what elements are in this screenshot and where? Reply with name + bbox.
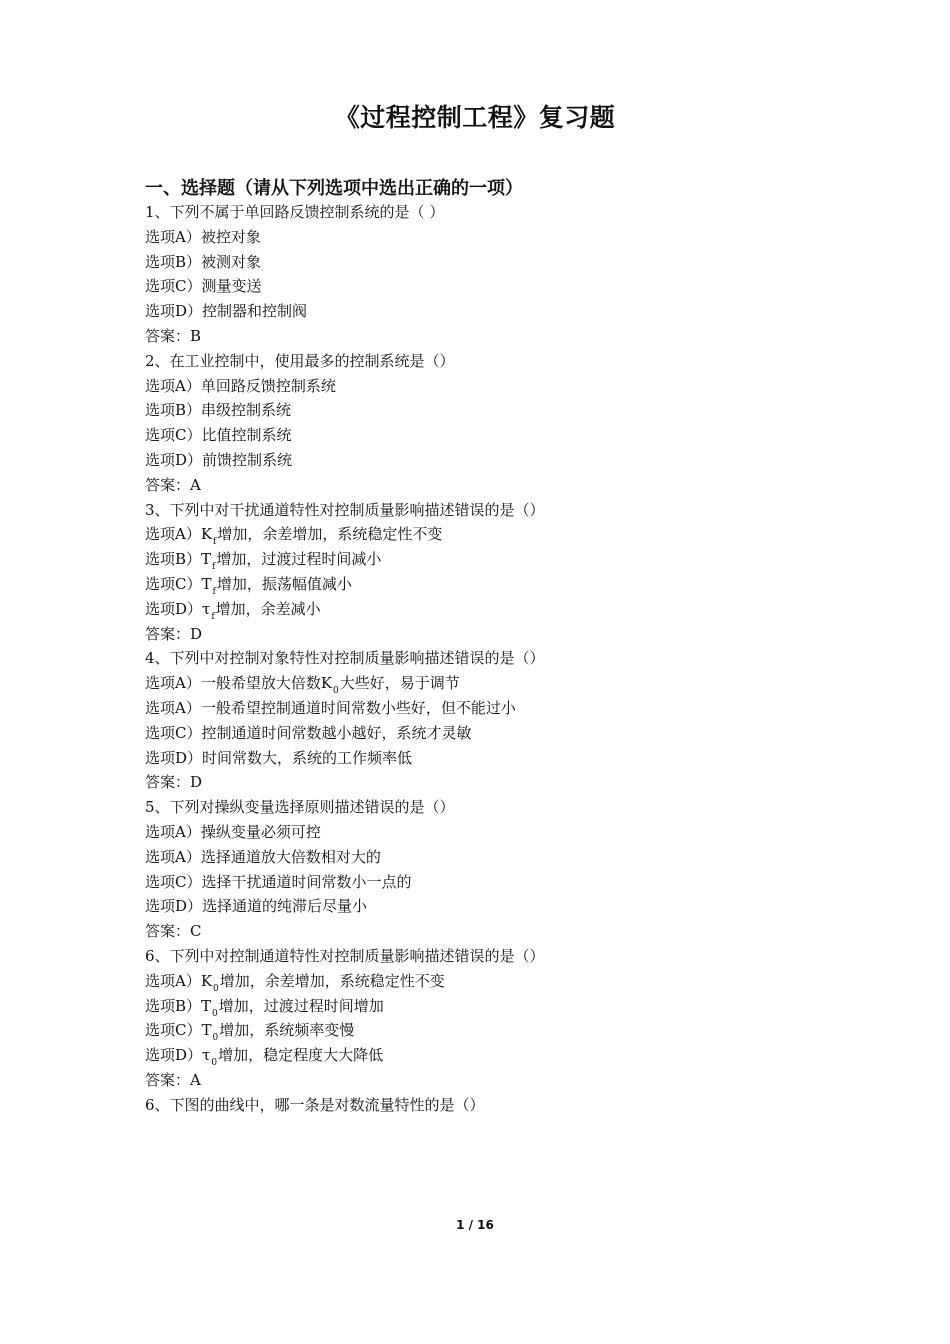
line-text: 增加，振荡幅值减小 xyxy=(216,574,352,593)
text-line: 答案：D xyxy=(145,773,203,792)
text-line: 选项C）测量变送 xyxy=(145,277,262,296)
subscript: f xyxy=(211,611,215,622)
line-text: 增加，余差减小 xyxy=(215,599,321,618)
text-line xyxy=(145,547,805,572)
question-list xyxy=(145,200,805,1117)
text-line: 1、下列不属于单回路反馈控制系统的是（ ） xyxy=(145,203,445,221)
text-line xyxy=(145,969,805,994)
subscript: 0 xyxy=(333,686,339,697)
text-line: 答案：D xyxy=(145,624,203,643)
text-line: 选项B）串级控制系统 xyxy=(145,401,292,420)
subscript: 0 xyxy=(212,1008,218,1019)
line-text: 增加，余差增加，系统稳定性不变 xyxy=(217,525,443,544)
text-line xyxy=(145,1018,805,1043)
subscript: f xyxy=(212,562,216,573)
line-text: 选项B）T xyxy=(145,550,212,569)
subscript: 0 xyxy=(211,1058,218,1069)
text-line: 选项C）比值控制系统 xyxy=(145,426,292,445)
line-text: 选项A）K xyxy=(145,525,213,544)
line-text: 增加，稳定程度大大降低 xyxy=(218,1046,384,1065)
line-text: 选项A）一般希望放大倍数K xyxy=(145,674,333,693)
line-text: 选项D）τ xyxy=(145,599,211,618)
text-line: 选项A）单回路反馈控制系统 xyxy=(145,376,336,395)
text-line: 5、下列对操纵变量选择原则描述错误的是（） xyxy=(145,798,455,817)
text-line: 答案：A xyxy=(145,475,201,494)
line-text: 选项B）T xyxy=(145,996,212,1015)
text-line xyxy=(145,994,805,1019)
text-line: 选项D）时间常数大，系统的工作频率低 xyxy=(145,748,413,767)
subscript: 0 xyxy=(212,1033,219,1044)
text-line: 答案：C xyxy=(145,922,202,941)
text-line: 选项A）被控对象 xyxy=(145,227,261,246)
line-text: 选项C）T xyxy=(145,1021,212,1040)
text-line: 选项D）前馈控制系统 xyxy=(145,450,293,469)
text-line xyxy=(145,572,805,597)
line-text: 选项D）τ xyxy=(145,1046,211,1065)
line-text: 增加，过渡过程时间减小 xyxy=(216,550,382,569)
text-line: 4、下列中对控制对象特性对控制质量影响描述错误的是（） xyxy=(145,649,545,668)
line-text: 选项C）T xyxy=(145,574,212,593)
text-line: 答案：A xyxy=(145,1070,201,1089)
page-number: 1 / 16 xyxy=(456,1218,494,1232)
text-line: 选项A）操纵变量必须可控 xyxy=(145,822,321,841)
text-line: 6、下列中对控制通道特性对控制质量影响描述错误的是（） xyxy=(145,946,545,965)
text-line: 选项A）一般希望控制通道时间常数小些好，但不能过小 xyxy=(145,698,516,717)
text-line: 选项D）选择通道的纯滞后尽量小 xyxy=(145,897,368,916)
subscript: f xyxy=(212,586,216,597)
text-line xyxy=(145,597,805,622)
subscript: f xyxy=(213,537,217,548)
text-line: 选项C）控制通道时间常数越小越好，系统才灵敏 xyxy=(145,723,472,742)
text-line: 6、下图的曲线中，哪一条是对数流量特性的是（） xyxy=(145,1095,485,1114)
line-text: 增加，系统频率变慢 xyxy=(219,1021,355,1040)
line-text: 大些好，易于调节 xyxy=(339,674,460,693)
text-line xyxy=(145,522,805,547)
text-line: 选项C）选择干扰通道时间常数小一点的 xyxy=(145,872,412,891)
line-text: 增加，余差增加，系统稳定性不变 xyxy=(219,971,445,990)
text-line: 答案：B xyxy=(145,326,202,345)
page-title: 《过程控制工程》复习题 xyxy=(334,103,616,132)
line-text: 增加，过渡过程时间增加 xyxy=(218,996,384,1015)
text-line: 3、下列中对干扰通道特性对控制质量影响描述错误的是（） xyxy=(145,500,545,519)
text-line: 选项B）被测对象 xyxy=(145,252,262,271)
line-text: 选项A）K xyxy=(145,971,213,990)
section-heading: 一、选择题（请从下列选项中选出正确的一项） xyxy=(145,178,523,199)
text-line xyxy=(145,671,805,696)
text-line: 选项D）控制器和控制阀 xyxy=(145,302,308,321)
text-line xyxy=(145,1043,805,1068)
subscript: 0 xyxy=(213,983,219,994)
text-line: 选项A）选择通道放大倍数相对大的 xyxy=(145,847,381,866)
text-line: 2、在工业控制中，使用最多的控制系统是（） xyxy=(145,351,455,370)
